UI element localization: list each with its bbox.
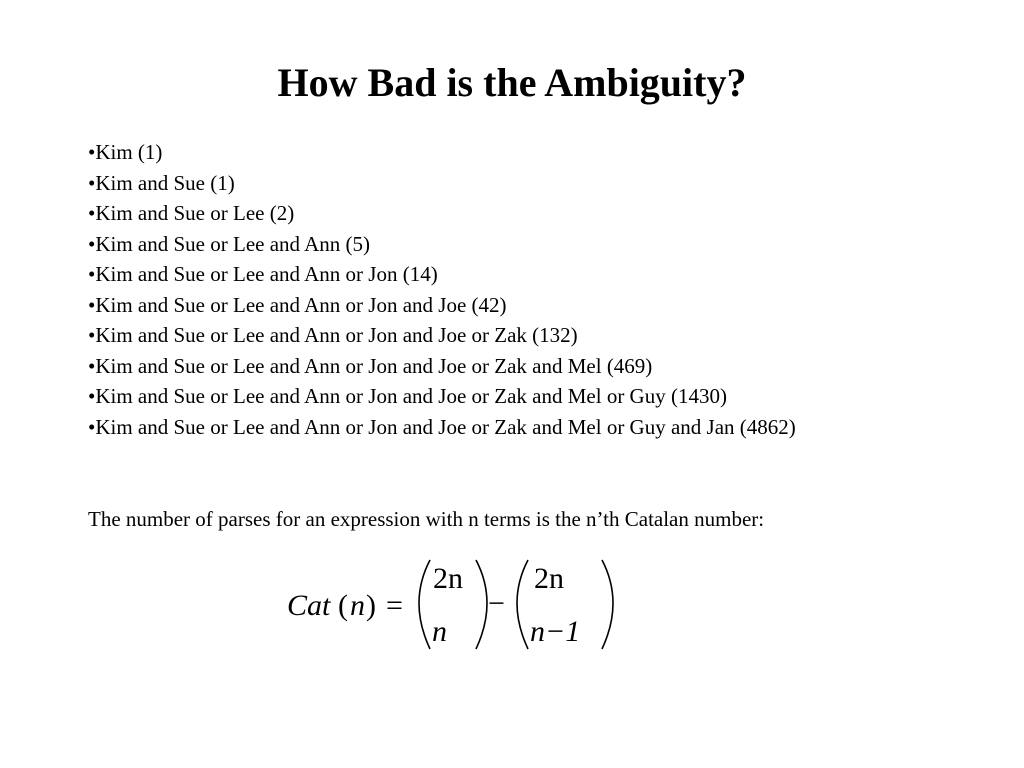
- formula-lhs-open: (: [338, 589, 348, 622]
- formula-lhs-close: ): [366, 589, 376, 622]
- bullet-item: •Kim and Sue or Lee and Ann or Jon and Joe (42): [88, 292, 507, 317]
- bullet-item: •Kim and Sue or Lee and Ann or Jon (14): [88, 262, 438, 286]
- bullet-item: •Kim and Sue (1): [88, 170, 235, 195]
- formula-svg: [280, 555, 640, 655]
- binom2-right-paren: [602, 560, 613, 649]
- formula-lhs-func: Cat: [287, 589, 331, 622]
- bullet-item: •Kim and Sue or Lee and Ann (5): [88, 231, 371, 256]
- binom2-bottom: n−1: [530, 615, 581, 648]
- binom2-left-paren: [517, 560, 528, 649]
- bullet-item: •Kim (1): [88, 140, 163, 164]
- bullet-list: [88, 137, 908, 442]
- slide-title: How Bad is the Ambiguity?: [277, 60, 747, 105]
- bullet-item: •Kim and Sue or Lee and Ann or Jon and Joe or Zak and Mel (469): [88, 353, 653, 378]
- binom2-top: 2n: [534, 562, 564, 595]
- catalan-statement: The number of parses for an expression with n terms is the n’th Catalan number:: [88, 507, 765, 531]
- bullet-item: •Kim and Sue or Lee and Ann or Jon and Joe or Zak (132): [88, 323, 578, 347]
- bullet-item: •Kim and Sue or Lee and Ann or Jon and Joe or Zak and Mel or Guy (1430): [88, 384, 727, 408]
- binom1-left-paren: [419, 560, 430, 649]
- catalan-formula: [280, 555, 640, 655]
- formula-minus: −: [488, 587, 505, 620]
- binom1-top: 2n: [433, 562, 463, 595]
- formula-lhs-var: n: [350, 589, 365, 622]
- bullet-item: •Kim and Sue or Lee (2): [88, 201, 295, 225]
- formula-equals: =: [386, 589, 403, 622]
- binom1-right-paren: [476, 560, 487, 649]
- bullet-item: •Kim and Sue or Lee and Ann or Jon and Joe or Zak and Mel or Guy and Jan (4862): [88, 414, 796, 439]
- binom1-bottom: n: [432, 615, 447, 648]
